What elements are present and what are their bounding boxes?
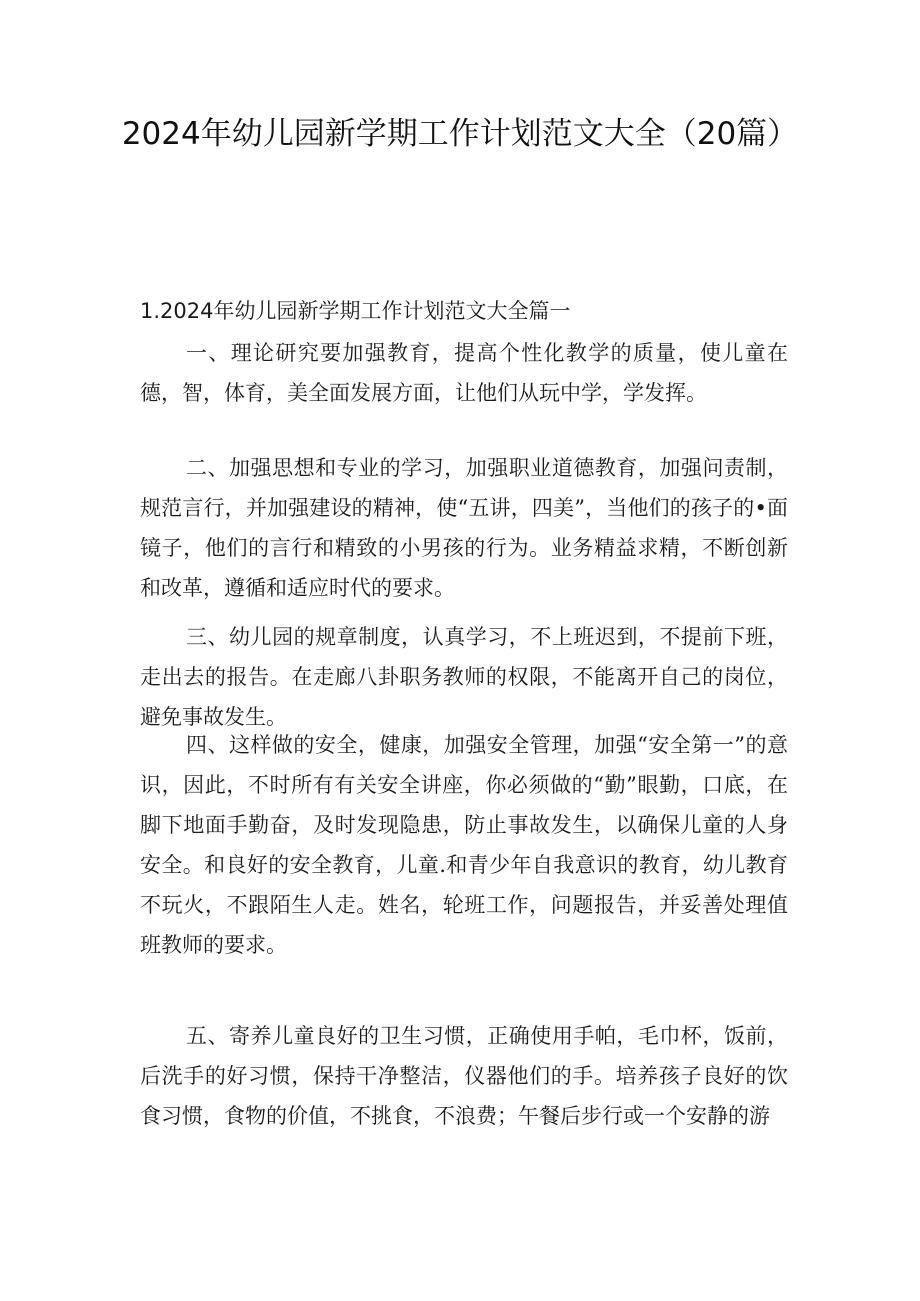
paragraph-2: 二、加强思想和专业的学习，加强职业道德教育，加强问责制，规范言行，并加强建设的精神，使“五讲，四美”，当他们的孩子的•面镜子，他们的言行和精致的小男孩的行为。业务精益求精，不断创新和改革，遵循和适应时代的要求。 bbox=[140, 456, 788, 600]
paragraph-4: 四、这样做的安全，健康，加强安全管理，加强“安全第一”的意识，因此，不时所有有关安全讲座，你必须做的“勤”眼勤，口底，在脚下地面手勤奋，及时发现隐患，防止事故发生，以确保儿童的人身安全。和良好的安全教育，儿童.和青少年自我意识的教育，幼儿教育不玩火，不跟陌生人走。姓名，轮班工作，问题报告，并妥善处理值班教师的要求。 bbox=[140, 733, 788, 957]
section-heading: 1.2024年幼儿园新学期工作计划范文大全篇一 bbox=[140, 299, 571, 323]
paragraph-1: 一、理论研究要加强教育，提高个性化教学的质量，使儿童在德，智，体育，美全面发展方面，让他们从玩中学，学发挥。 bbox=[140, 341, 788, 405]
paragraph-3: 三、幼儿园的规章制度，认真学习，不上班迟到，不提前下班，走出去的报告。在走廊八卦职务教师的权限，不能离开自己的岗位，避免事故发生。 bbox=[140, 625, 788, 729]
document-title: 2024年幼儿园新学期工作计划范文大全（20篇） bbox=[121, 116, 799, 152]
paragraph-5: 五、寄养儿童良好的卫生习惯，正确使用手帕，毛巾杯，饭前，后洗手的好习惯，保持干净整洁，仪器他们的手。培养孩子良好的饮食习惯，食物的价值，不挑食，不浪费；午餐后步行或一个安静的游 bbox=[140, 1024, 788, 1128]
